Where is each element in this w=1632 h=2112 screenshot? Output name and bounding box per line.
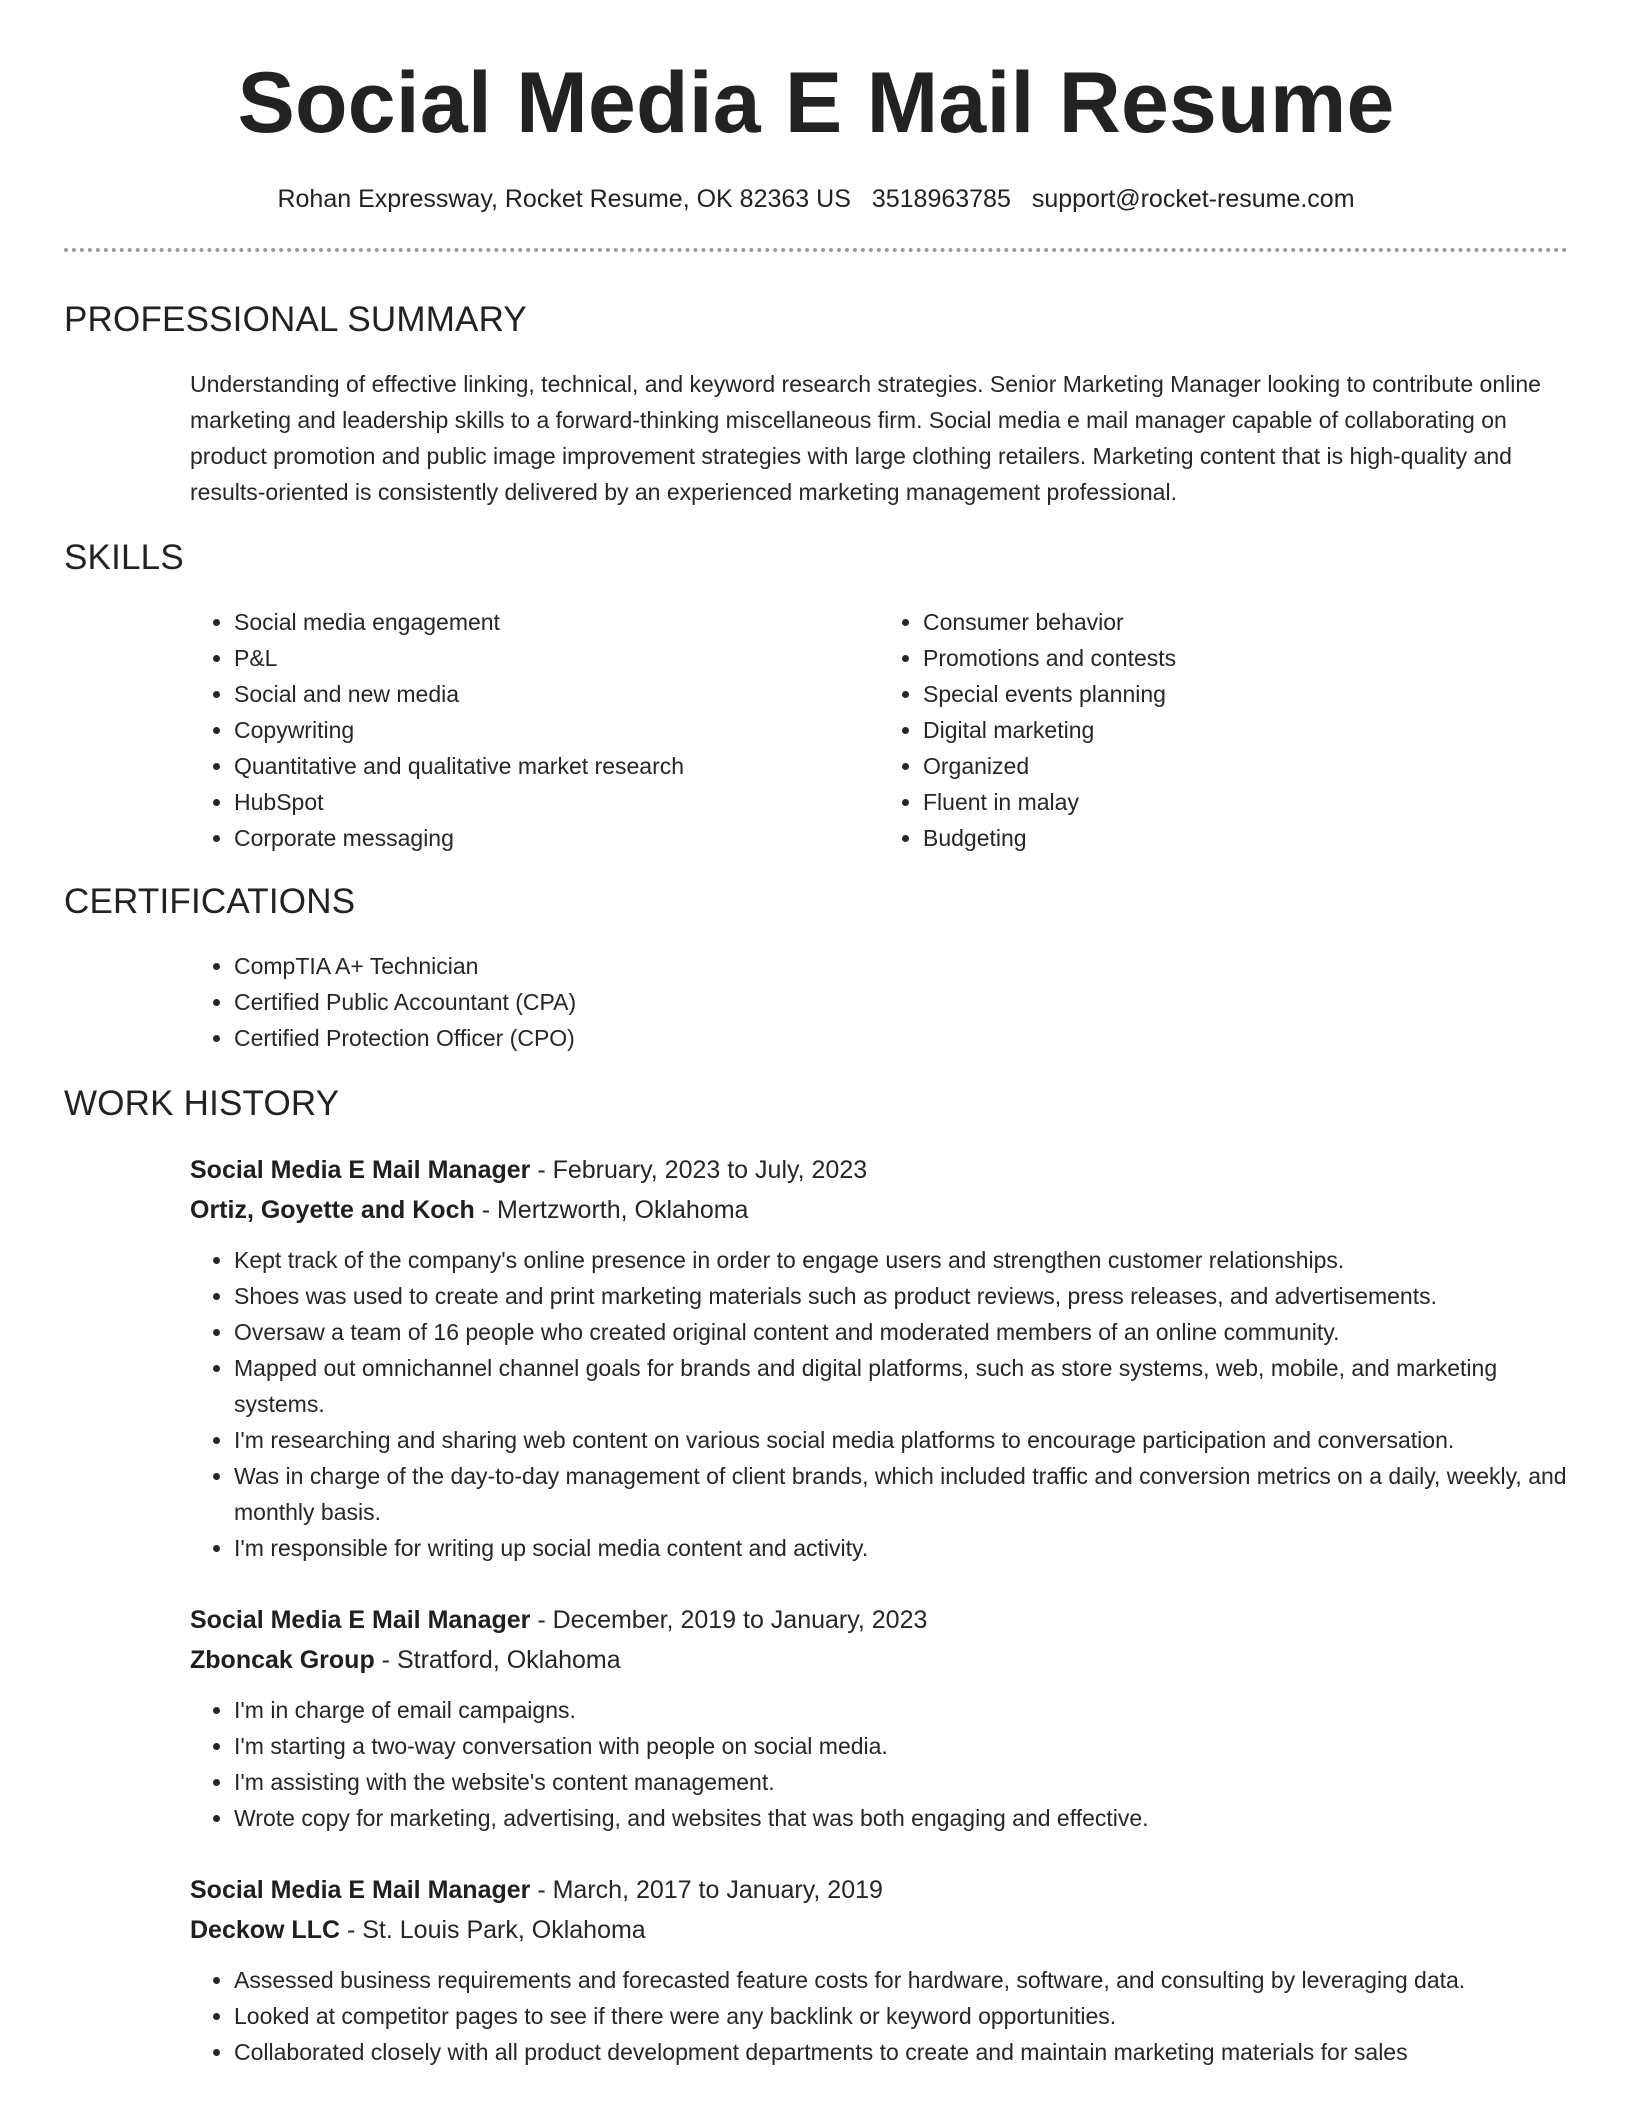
job-bullet: • Shoes was used to create and print marketing materials such as product reviews, press releases, and advertisements. bbox=[234, 1278, 1568, 1314]
skill-item: • Social media engagement bbox=[234, 604, 879, 640]
skill-item: • Digital marketing bbox=[923, 712, 1568, 748]
job-title-line bbox=[190, 1150, 1568, 1190]
certifications-list-wrap bbox=[64, 948, 1568, 1056]
job-company-line bbox=[190, 1910, 1568, 1950]
job-title: Social Media E Mail Manager bbox=[190, 1876, 531, 1904]
section-heading-certifications: CERTIFICATIONS bbox=[64, 882, 356, 921]
job-bullet: • Kept track of the company's online presence in order to engage users and strengthen customer relationships. bbox=[234, 1242, 1568, 1278]
section-heading-skills: SKILLS bbox=[64, 538, 184, 577]
skills-list-left bbox=[190, 604, 879, 856]
certification-item: • CompTIA A+ Technician bbox=[234, 948, 1568, 984]
job-company: Zboncak Group bbox=[190, 1646, 375, 1674]
skill-item: • Quantitative and qualitative market research bbox=[234, 748, 879, 784]
job-title: Social Media E Mail Manager bbox=[190, 1606, 531, 1634]
skill-item: • P&L bbox=[234, 640, 879, 676]
job-entry bbox=[64, 1150, 1568, 1566]
job-company: Deckow LLC bbox=[190, 1916, 341, 1944]
certification-item: • Certified Protection Officer (CPO) bbox=[234, 1020, 1568, 1056]
job-title-line bbox=[190, 1870, 1568, 1910]
certification-item: • Certified Public Accountant (CPA) bbox=[234, 984, 1568, 1020]
job-entry bbox=[64, 1870, 1568, 2070]
header-divider bbox=[64, 248, 1568, 252]
job-bullets bbox=[190, 1692, 1568, 1836]
job-location: - Mertzworth, Oklahoma bbox=[474, 1196, 749, 1224]
job-bullet: • I'm starting a two-way conversation with people on social media. bbox=[234, 1728, 1568, 1764]
job-title-line bbox=[190, 1600, 1568, 1640]
job-bullet: • I'm in charge of email campaigns. bbox=[234, 1692, 1568, 1728]
skill-item: • Consumer behavior bbox=[923, 604, 1568, 640]
skills-section bbox=[64, 538, 1568, 856]
job-dates: - December, 2019 to January, 2023 bbox=[530, 1606, 928, 1634]
professional-summary-section bbox=[64, 300, 1568, 510]
job-bullet: • Looked at competitor pages to see if there were any backlink or keyword opportunities. bbox=[234, 1998, 1568, 2034]
job-company: Ortiz, Goyette and Koch bbox=[190, 1196, 475, 1224]
skill-item: • Organized bbox=[923, 748, 1568, 784]
certifications-list bbox=[190, 948, 1568, 1056]
job-bullet: • I'm responsible for writing up social media content and activity. bbox=[234, 1530, 1568, 1566]
contact-address: Rohan Expressway, Rocket Resume, OK 82363 US bbox=[277, 185, 851, 213]
contact-email: support@rocket-resume.com bbox=[1031, 185, 1355, 213]
job-bullets bbox=[190, 1242, 1568, 1566]
skills-grid bbox=[64, 604, 1568, 856]
section-heading-work-history: WORK HISTORY bbox=[64, 1084, 340, 1123]
work-history-section bbox=[64, 1084, 1568, 2070]
job-entry bbox=[64, 1600, 1568, 1836]
job-dates: - February, 2023 to July, 2023 bbox=[530, 1156, 868, 1184]
resume-title: Social Media E Mail Resume bbox=[237, 55, 1395, 151]
skill-item: • Fluent in malay bbox=[923, 784, 1568, 820]
skills-list-right bbox=[879, 604, 1568, 856]
skill-item: • Corporate messaging bbox=[234, 820, 879, 856]
job-bullet: • Wrote copy for marketing, advertising, and websites that was both engaging and effective. bbox=[234, 1800, 1568, 1836]
section-heading-summary: PROFESSIONAL SUMMARY bbox=[64, 300, 527, 339]
job-location: - Stratford, Oklahoma bbox=[374, 1646, 621, 1674]
job-bullet: • Was in charge of the day-to-day management of client brands, which included traffic and conversion metrics on a daily, weekly, and monthly basis. bbox=[234, 1458, 1568, 1530]
contact-phone: 3518963785 bbox=[871, 185, 1011, 213]
certifications-section bbox=[64, 882, 1568, 1056]
skill-item: • HubSpot bbox=[234, 784, 879, 820]
job-company-line bbox=[190, 1190, 1568, 1230]
skill-item: • Promotions and contests bbox=[923, 640, 1568, 676]
skill-item: • Budgeting bbox=[923, 820, 1568, 856]
job-bullet: • I'm assisting with the website's content management. bbox=[234, 1764, 1568, 1800]
job-bullet: • I'm researching and sharing web content on various social media platforms to encourage participation and conversation. bbox=[234, 1422, 1568, 1458]
summary-text: Understanding of effective linking, technical, and keyword research strategies. Senior Marketing Manager looking to contribute online marketing and leadership skills to a forward-thinking miscellaneous firm. Social media e mail manager capable of collaborating on product promotion and public image improvement strategies with large clothing retailers. Marketing content that is high-quality and results-oriented is consistently delivered by an experienced marketing management professional. bbox=[190, 371, 1541, 505]
skill-item: • Copywriting bbox=[234, 712, 879, 748]
skill-item: • Special events planning bbox=[923, 676, 1568, 712]
job-bullet: • Mapped out omnichannel channel goals for brands and digital platforms, such as store systems, web, mobile, and marketing systems. bbox=[234, 1350, 1568, 1422]
contact-line bbox=[64, 184, 1568, 214]
job-company-line bbox=[190, 1640, 1568, 1680]
job-bullet: • Assessed business requirements and forecasted feature costs for hardware, software, and consulting by leveraging data. bbox=[234, 1962, 1568, 1998]
job-dates: - March, 2017 to January, 2019 bbox=[530, 1876, 883, 1904]
job-title: Social Media E Mail Manager bbox=[190, 1156, 531, 1184]
skill-item: • Social and new media bbox=[234, 676, 879, 712]
job-bullets bbox=[190, 1962, 1568, 2070]
job-location: - St. Louis Park, Oklahoma bbox=[340, 1916, 646, 1944]
job-bullet: • Oversaw a team of 16 people who created original content and moderated members of an online community. bbox=[234, 1314, 1568, 1350]
job-bullet: • Collaborated closely with all product development departments to create and maintain marketing materials for sales bbox=[234, 2034, 1568, 2070]
